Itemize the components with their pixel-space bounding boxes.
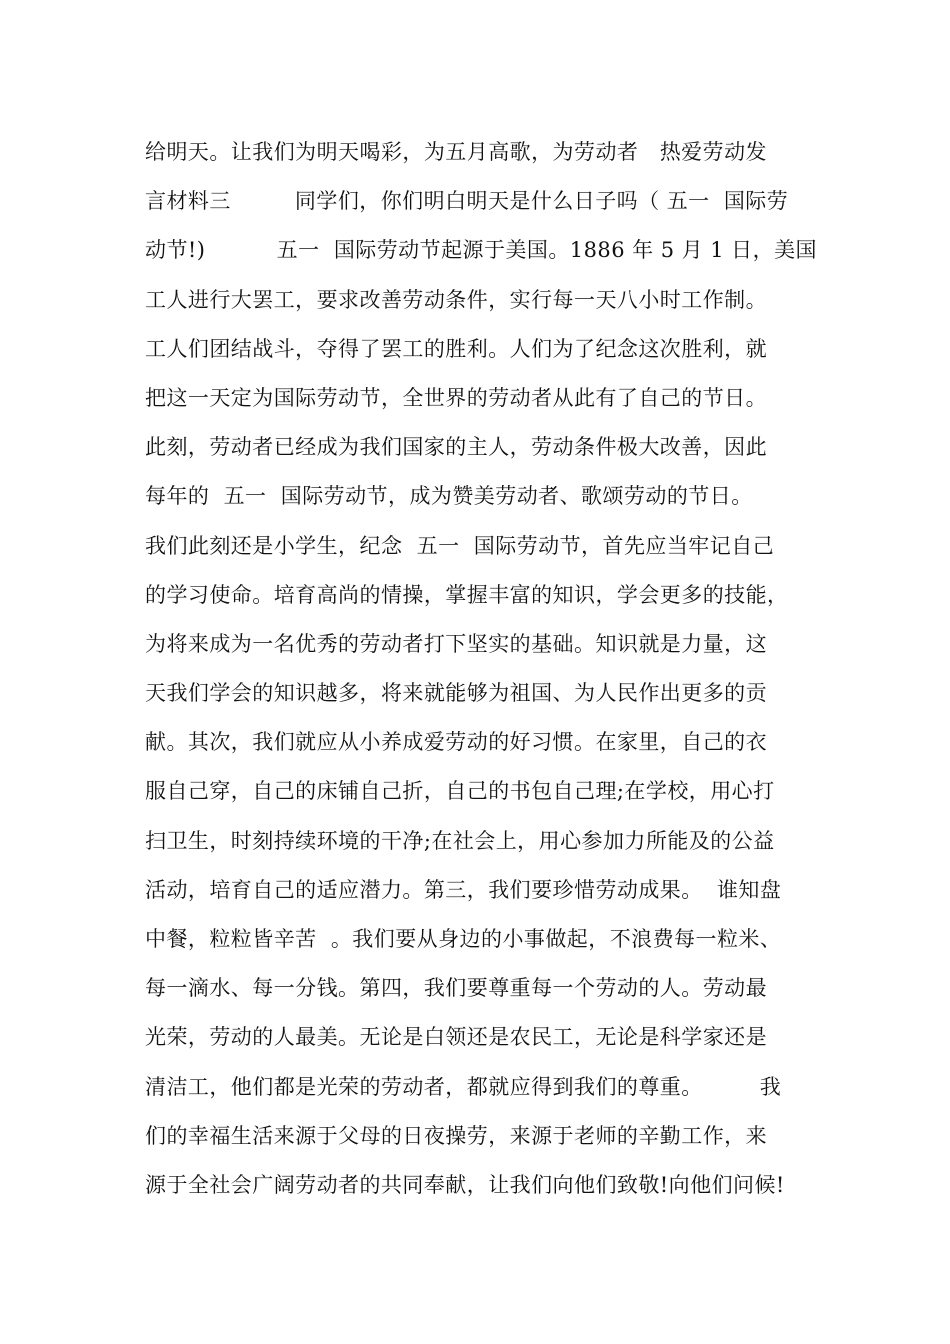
text-line: 给明天。让我们为明天喝彩，为五月高歌，为劳动者 热爱劳动发 (145, 140, 767, 164)
body-text (145, 128, 835, 1210)
text-line: 工人进行大罢工，要求改善劳动条件，实行每一天八小时工作制。 (145, 287, 768, 312)
text-line: 献。其次，我们就应从小养成爱劳动的好习惯。在家里，自己的衣 (145, 730, 768, 755)
text-line: 动节!) 五一 国际劳动节起源于美国。1886 年 5 月 1 日，美国 (145, 238, 817, 263)
text-line: 服自己穿，自己的床铺自己折，自己的书包自己理;在学校，用心打 (145, 779, 775, 804)
text-line: 工人们团结战斗，夺得了罢工的胜利。人们为了纪念这次胜利，就 (145, 336, 768, 361)
text-line: 为将来成为一名优秀的劳动者打下坚实的基础。知识就是力量，这 (145, 631, 768, 656)
text-line: 我们此刻还是小学生，纪念 五一 国际劳动节，首先应当牢记自己 (145, 533, 775, 558)
text-line: 把这一天定为国际劳动节，全世界的劳动者从此有了自己的节日。 (145, 385, 768, 410)
text-line: 每年的 五一 国际劳动节，成为赞美劳动者、歌颂劳动的节日。 (145, 484, 753, 509)
text-line: 清洁工，他们都是光荣的劳动者，都就应得到我们的尊重。 我 (145, 1074, 782, 1099)
text-line: 言材料三 同学们，你们明白明天是什么日子吗（ 五一 国际劳 (145, 189, 789, 214)
text-line: 的学习使命。培育高尚的情操，掌握丰富的知识，学会更多的技能， (145, 582, 789, 607)
text-line: 光荣，劳动的人最美。无论是白领还是农民工，无论是科学家还是 (145, 1025, 768, 1050)
text-line: 们的幸福生活来源于父母的日夜操劳，来源于老师的辛勤工作，来 (145, 1123, 768, 1148)
text-line: 源于全社会广阔劳动者的共同奉献，让我们向他们致敬!向他们问候! (145, 1172, 785, 1197)
text-line: 每一滴水、每一分钱。第四，我们要尊重每一个劳动的人。劳动最 (145, 976, 768, 1001)
text-line: 中餐，粒粒皆辛苦 。我们要从身边的小事做起，不浪费每一粒米、 (145, 927, 782, 951)
text-line: 天我们学会的知识越多，将来就能够为祖国、为人民作出更多的贡 (145, 681, 768, 706)
text-line: 活动，培育自己的适应潜力。第三，我们要珍惜劳动成果。 谁知盘 (145, 877, 782, 902)
text-line: 此刻，劳动者已经成为我们国家的主人，劳动条件极大改善，因此 (145, 435, 768, 460)
text-line: 扫卫生，时刻持续环境的干净;在社会上，用心参加力所能及的公益 (145, 828, 775, 853)
